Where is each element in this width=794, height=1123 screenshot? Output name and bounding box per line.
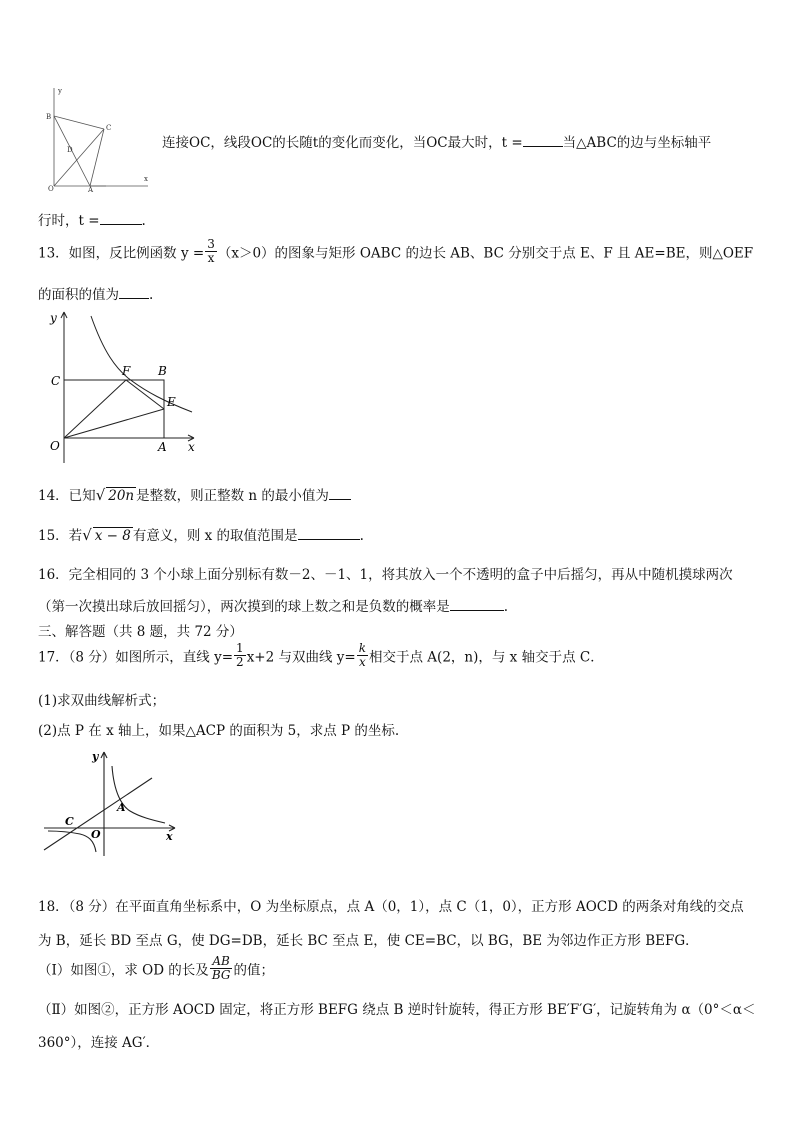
p15-radicand: x − 8: [94, 528, 131, 544]
fig13-label-y: y: [50, 311, 57, 325]
answer-blank: [100, 212, 142, 225]
p17-tail: 相交于点 A(2，n)，与 x 轴交于点 C．: [369, 649, 604, 666]
sqrt-symbol: √: [95, 486, 106, 504]
fig13-label-B: B: [158, 364, 167, 378]
sqrt-symbol: √: [82, 526, 92, 544]
fig13-label-E: E: [167, 395, 176, 409]
fig12-label-A: A: [88, 186, 94, 194]
p12-line2-tail: .: [141, 213, 146, 229]
answer-blank: [450, 598, 504, 611]
fig12-label-O: O: [48, 185, 54, 193]
figure-17: [40, 748, 180, 858]
p12-line1: [162, 131, 711, 151]
p17-fraction-1: [234, 642, 246, 669]
p17-q1: (1)求双曲线解析式；: [38, 693, 166, 709]
p14-lead: 14．已知: [38, 488, 96, 504]
p17-line1: [38, 642, 604, 669]
fig13-label-A: A: [158, 440, 167, 454]
p13-line2-tail: .: [149, 287, 154, 303]
p13-frac-num: 3: [207, 237, 215, 251]
fig17-label-x: x: [166, 830, 173, 843]
p17-mid: x+2 与双曲线 y=: [246, 649, 356, 666]
p17-fraction-2: [357, 642, 368, 669]
p17-lead: 17．（8 分）如图所示，直线 y=: [38, 649, 234, 666]
p18-frac-num: AB: [210, 955, 233, 969]
p13-line1: [38, 238, 753, 265]
p18-q1-lead: （Ⅰ）如图①，求 OD 的长及: [38, 962, 209, 979]
p15-end: .: [359, 528, 364, 544]
fig13-label-F: F: [122, 364, 131, 378]
fig12-label-y: y: [58, 87, 62, 95]
p12-line1-tail: 当△ABC的边与坐标轴平: [562, 135, 712, 151]
p18-q2-line2: 360°），连接 AG′．: [38, 1035, 160, 1051]
p12-line2-head: 行时，t =: [38, 213, 100, 229]
fig13-label-C: C: [51, 374, 61, 388]
p13-mid: （x＞0）的图象与矩形 OABC 的边长 AB、BC 分别交于点 E、F 且 AE=BE，则△OEF: [217, 245, 754, 262]
section-heading: 三、解答题（共 8 题，共 72 分）: [38, 624, 243, 640]
p17-f1-num: 1: [236, 641, 244, 655]
p18-line1: 18．（8 分）在平面直角坐标系中，O 为坐标原点，点 A（0，1），点 C（1，0），正方形 AOCD 的两条对角线的交点: [38, 899, 744, 915]
p13-line2-text: 的面积的值为: [38, 287, 119, 303]
p17-f2-den: x: [358, 655, 366, 669]
p16-line2: [38, 595, 508, 615]
figure-12: [40, 84, 152, 194]
p13-lead: 13．如图，反比例函数 y =: [38, 245, 205, 262]
fig12-label-x: x: [144, 175, 148, 183]
p18-q1-tail: 的值；: [233, 962, 274, 979]
p13-line2: [38, 283, 153, 303]
p13-frac-den: x: [207, 251, 215, 265]
fig13-label-x: x: [188, 440, 195, 454]
figure-13: [36, 308, 206, 468]
fig17-label-C: C: [65, 815, 74, 828]
p15-tail: 有意义，则 x 的取值范围是: [132, 528, 298, 544]
p17-f2-num: k: [358, 641, 367, 655]
answer-blank: [298, 527, 360, 540]
p14-tail: 是整数，则正整数 n 的最小值为: [136, 488, 329, 504]
p18-q1: [38, 955, 274, 982]
fig17-label-A: A: [117, 801, 126, 814]
answer-blank: [523, 134, 563, 147]
p16-end: .: [503, 599, 509, 615]
answer-blank: [329, 487, 351, 500]
p18-line2: 为 B，延长 BD 至点 G，使 DG=DB，延长 BC 至点 E，使 CE=BC，以 BG，BE 为邻边作正方形 BEFG．: [38, 933, 699, 949]
p16-line1: 16．完全相同的 3 个小球上面分别标有数－2、－1、1，将其放入一个不透明的盒子中后摇匀，再从中随机摸球两次: [38, 567, 733, 583]
fig12-label-D: D: [67, 146, 73, 154]
p18-q2-line1: （Ⅱ）如图②，正方形 AOCD 固定，将正方形 BEFG 绕点 B 逆时针旋转，得正方形 BE′F′G′，记旋转角为 α（0°＜α＜: [38, 1002, 756, 1018]
fig12-label-C: C: [106, 124, 112, 132]
p16-line2-text: （第一次摸出球后放回摇匀），两次摸到的球上数之和是负数的概率是: [38, 599, 450, 615]
fig17-label-y: y: [92, 750, 99, 763]
p18-fraction: [210, 955, 233, 982]
fig13-label-O: O: [50, 439, 60, 453]
p17-q2: (2)点 P 在 x 轴上，如果△ACP 的面积为 5，求点 P 的坐标.: [38, 723, 400, 739]
fig12-label-B: B: [46, 113, 52, 121]
p17-f1-den: 2: [236, 655, 244, 669]
p15-line: [38, 524, 364, 544]
p18-frac-den: BG: [211, 968, 231, 982]
p15-lead: 15．若: [38, 528, 83, 544]
fig17-label-O: O: [91, 828, 101, 841]
answer-blank: [119, 286, 149, 299]
p12-line2: [38, 209, 146, 229]
p14-radicand: 20n: [108, 488, 135, 504]
p14-line: [38, 484, 351, 504]
p12-line1-text: 连接OC，线段OC的长随t的变化而变化，当OC最大时，t =: [162, 135, 523, 151]
p13-fraction: [205, 238, 217, 265]
